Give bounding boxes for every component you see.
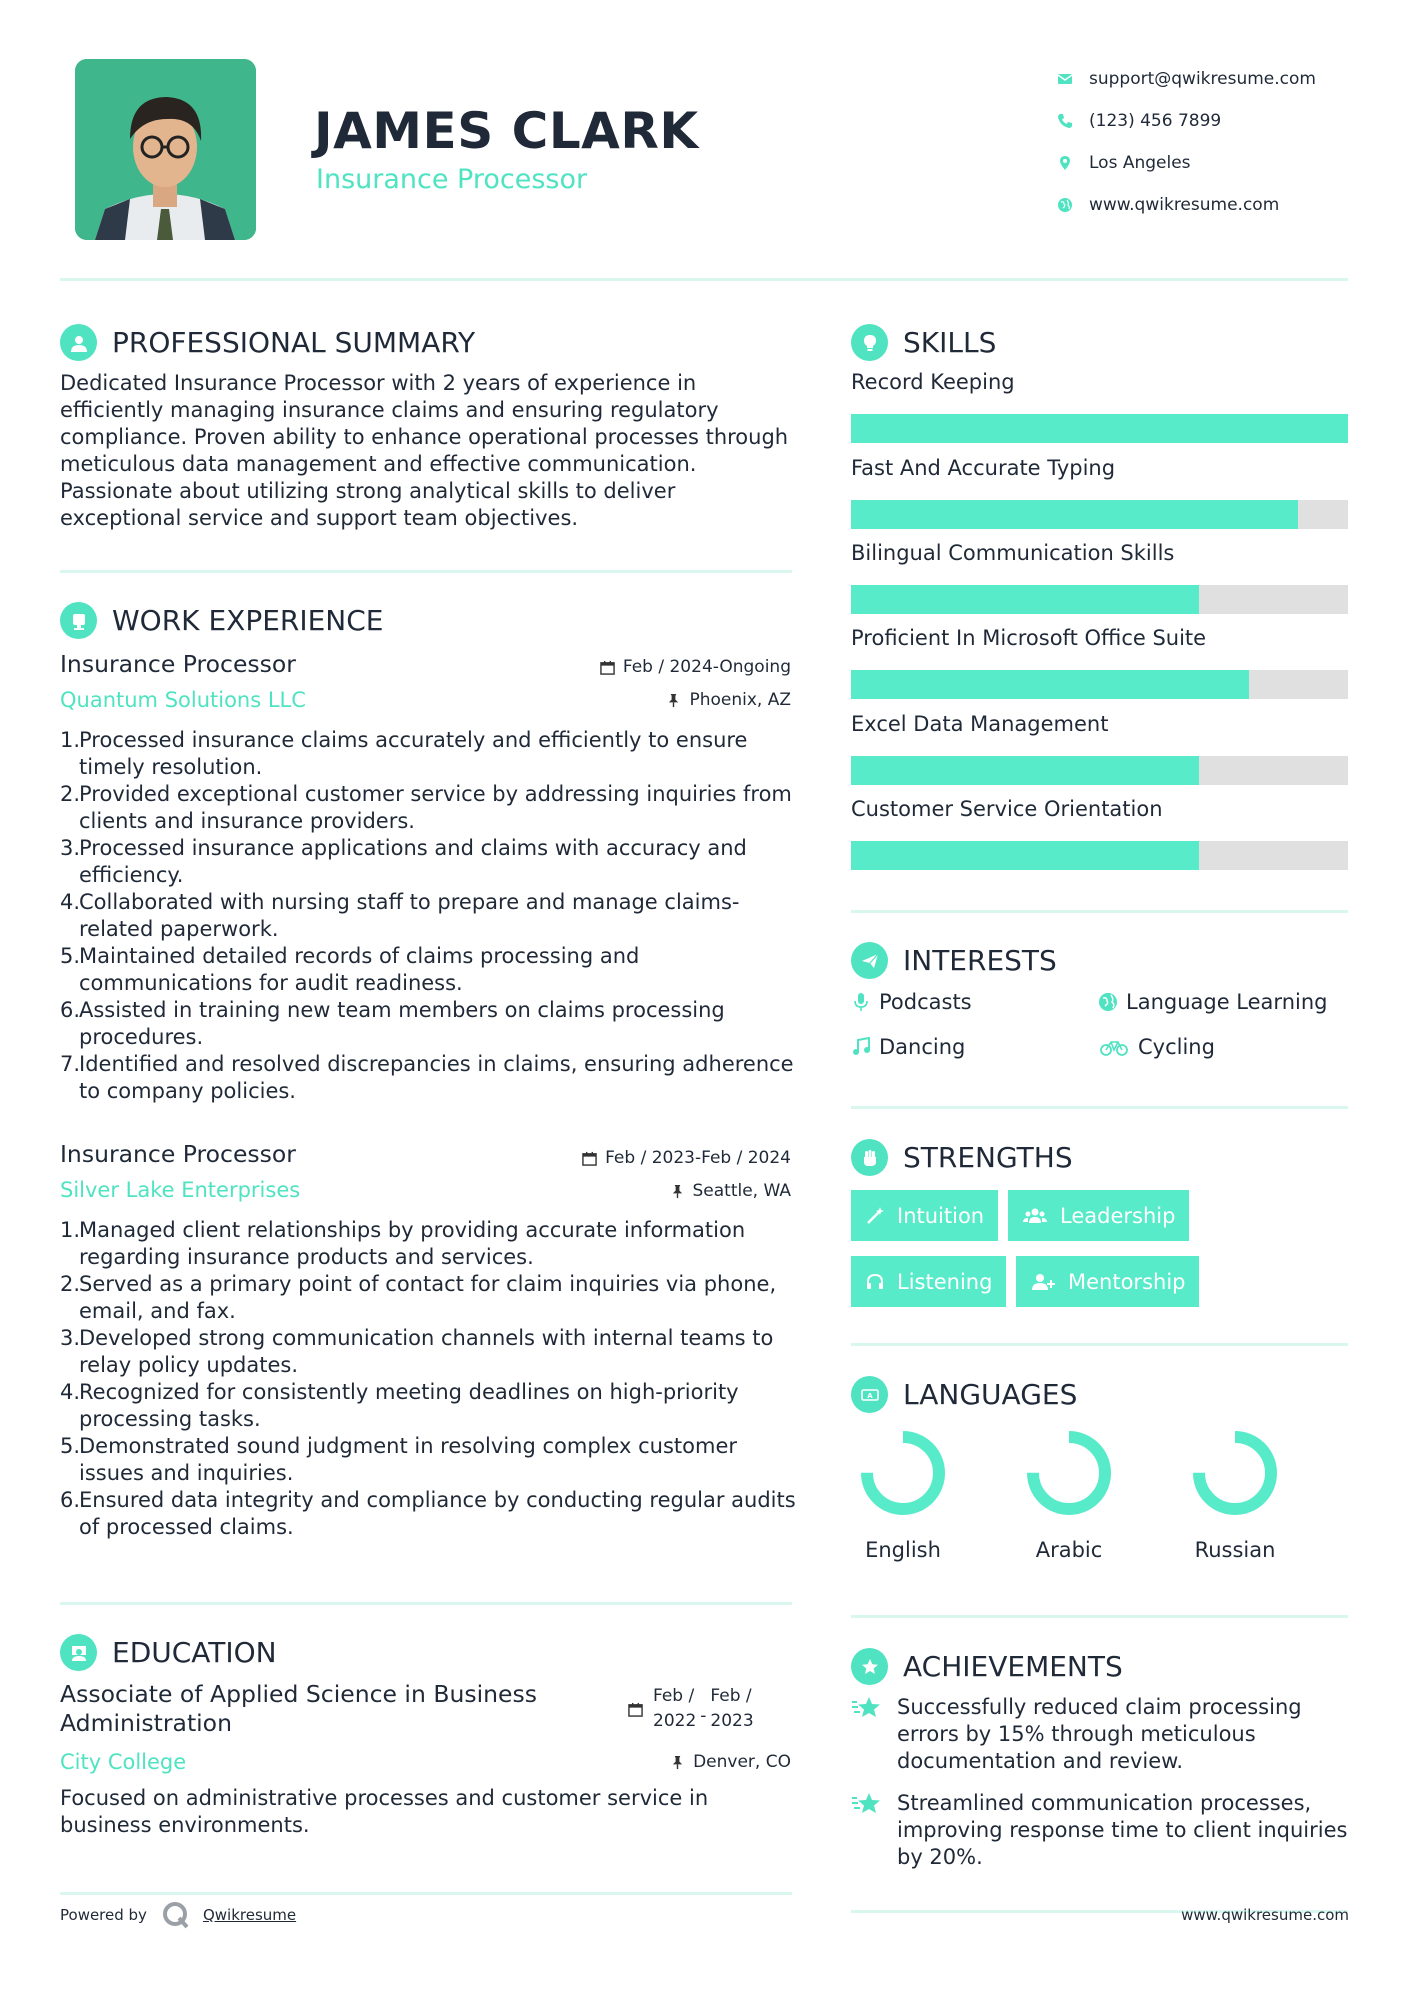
strength-chip (1008, 1190, 1189, 1241)
section-title-experience (60, 602, 383, 639)
contact-location (1057, 142, 1316, 184)
list-item: 6. Assisted in training new team members on claims processing procedures. (60, 998, 725, 1049)
skill-item (851, 626, 1348, 699)
list-item: 5. Maintained detailed records of claims processing and communications for audit readiness. (60, 944, 640, 995)
education-location (670, 1752, 791, 1772)
skill-label: Excel Data Management (851, 712, 1109, 736)
pushpin-icon (670, 1184, 685, 1199)
job-location (670, 1181, 792, 1201)
skill-bar (851, 841, 1348, 870)
paper-plane-icon (851, 942, 888, 979)
skill-bar (851, 585, 1348, 614)
education-start: Feb / 2022 (653, 1686, 697, 1731)
interests-divider (851, 1106, 1348, 1109)
skill-label: Record Keeping (851, 370, 1015, 394)
list-item: 7. Identified and resolved discrepancies in claims, ensuring adherence to company policies. (60, 1052, 794, 1103)
shooting-star-icon (851, 1695, 883, 1721)
contact-website[interactable] (1057, 184, 1316, 226)
achievement-item (851, 1694, 1351, 1775)
date-separator: - (700, 1706, 707, 1726)
powered-by-text: Powered by (60, 1906, 147, 1924)
envelope-icon (1057, 69, 1089, 89)
calendar-icon (582, 1151, 597, 1166)
degree-title: Associate of Applied Science in Business Administration (60, 1680, 537, 1737)
language-item (1009, 1428, 1129, 1562)
skill-bar-fill (851, 414, 1348, 443)
experience-heading: WORK EXPERIENCE (112, 604, 384, 637)
strength-label: Listening (897, 1269, 993, 1294)
pushpin-icon (670, 1755, 685, 1770)
language-item (843, 1428, 963, 1562)
svg-text:A: A (866, 1391, 873, 1400)
map-marker-icon (1057, 153, 1089, 173)
education-description: Focused on administrative processes and customer service in business environments. (60, 1786, 709, 1837)
section-title-education (60, 1634, 277, 1671)
education-dates (628, 1684, 754, 1734)
contact-list (1057, 58, 1316, 226)
interest-label: Dancing (879, 1035, 966, 1059)
brand-link[interactable]: Qwikresume (202, 1906, 297, 1924)
list-item: 4. Collaborated with nursing staff to prepare and manage claims-related paperwork. (60, 890, 740, 941)
user-plus-icon (1030, 1272, 1056, 1292)
skill-bar (851, 414, 1348, 443)
interests-heading: INTERESTS (903, 944, 1057, 977)
graduate-icon (60, 1634, 97, 1671)
star-badge-icon (851, 1648, 888, 1685)
phone-icon (1057, 111, 1089, 131)
strength-label: Intuition (897, 1203, 985, 1228)
user-icon (60, 324, 97, 361)
skill-item (851, 370, 1348, 443)
contact-email[interactable] (1057, 58, 1316, 100)
list-item: 3. Developed strong communication channels with internal teams to relay policy updates. (60, 1326, 774, 1377)
achievement-item (851, 1790, 1351, 1871)
list-item: 3. Processed insurance applications and claims with accuracy and efficiency. (60, 836, 747, 887)
achievement-text: Successfully reduced claim processing errors by 15% through meticulous documentation and review. (897, 1695, 1302, 1773)
interest-label: Podcasts (879, 990, 972, 1014)
email-text: support@qwikresume.com (1089, 69, 1316, 89)
skill-item (851, 797, 1348, 870)
headphones-icon (865, 1272, 885, 1292)
company-name: Quantum Solutions LLC (60, 688, 306, 712)
skill-item (851, 541, 1348, 614)
language-gauge (1190, 1428, 1280, 1518)
achievements-heading: ACHIEVEMENTS (903, 1650, 1123, 1683)
list-item: 4. Recognized for consistently meeting deadlines on high-priority processing tasks. (60, 1380, 739, 1431)
languages-divider (851, 1615, 1348, 1618)
section-title-interests (851, 942, 1057, 979)
job-title: Insurance Processor (60, 650, 296, 678)
job-location-text: Seattle, WA (692, 1181, 791, 1201)
strength-label: Mentorship (1068, 1269, 1186, 1294)
list-item: 2. Served as a primary point of contact for claim inquiries via phone, email, and fax. (60, 1272, 777, 1323)
job-dates-text: Feb / 2024-Ongoing (622, 657, 791, 677)
candidate-role: Insurance Processor (316, 164, 588, 195)
list-item: 6. Ensured data integrity and compliance by conducting regular audits of processed claims. (60, 1488, 796, 1539)
summary-heading: PROFESSIONAL SUMMARY (112, 326, 476, 359)
lightbulb-icon (851, 324, 888, 361)
interest-label: Language Learning (1126, 990, 1328, 1014)
skills-heading: SKILLS (903, 326, 997, 359)
job-bullets (60, 727, 805, 1105)
skill-bar-fill (851, 756, 1199, 785)
contact-phone[interactable] (1057, 100, 1316, 142)
language-label: English (865, 1538, 941, 1562)
education-location-text: Denver, CO (693, 1752, 791, 1772)
fist-icon (851, 1139, 888, 1176)
section-title-languages (851, 1376, 1077, 1413)
skill-item (851, 712, 1348, 785)
skill-label: Proficient In Microsoft Office Suite (851, 626, 1207, 650)
job-dates (600, 657, 791, 677)
calendar-icon (628, 1702, 643, 1717)
language-label: Arabic (1035, 1538, 1103, 1562)
profile-photo (75, 59, 256, 240)
achievement-text: Streamlined communication processes, improving response time to client inquiries by 20%. (897, 1791, 1348, 1869)
footer-website[interactable]: www.qwikresume.com (1181, 1906, 1349, 1924)
school-name: City College (60, 1750, 187, 1774)
strengths-divider (851, 1343, 1348, 1346)
skill-label: Fast And Accurate Typing (851, 456, 1116, 480)
strength-chip (851, 1256, 1006, 1307)
education-divider (60, 1892, 792, 1895)
strength-chip (851, 1190, 998, 1241)
section-title-summary (60, 324, 475, 361)
skill-bar-fill (851, 585, 1199, 614)
interest-item (1098, 1035, 1215, 1059)
language-gauge (858, 1428, 948, 1518)
skill-item (851, 456, 1348, 529)
list-item: 1. Managed client relationships by providing accurate information regarding insurance products and services. (60, 1218, 746, 1269)
microphone-icon (851, 992, 871, 1012)
location-text: Los Angeles (1089, 153, 1191, 173)
interest-item (1098, 990, 1327, 1014)
website-text: www.qwikresume.com (1089, 195, 1280, 215)
skill-bar (851, 756, 1348, 785)
globe-icon (1057, 195, 1089, 215)
interest-label: Cycling (1138, 1035, 1215, 1059)
language-gauge (1024, 1428, 1114, 1518)
footer-powered-by (60, 1900, 296, 1930)
language-item (1175, 1428, 1295, 1562)
skill-bar-fill (851, 500, 1298, 529)
header-divider (60, 278, 1348, 281)
summary-text: Dedicated Insurance Processor with 2 years of experience in efficiently managing insurance claims and ensuring regulatory compliance. Proven ability to enhance operational processes through meticulous data management and effective communication. Passionate about utilizing strong analytical skills to deliver exceptional service and support team objectives. (60, 371, 789, 530)
bicycle-icon (1098, 1037, 1130, 1057)
strengths-heading: STRENGTHS (903, 1141, 1073, 1174)
section-title-achievements (851, 1648, 1123, 1685)
experience-divider (60, 1602, 792, 1605)
avatar (75, 59, 256, 240)
skill-bar (851, 500, 1348, 529)
strength-chip (1016, 1256, 1199, 1307)
list-item: 5. Demonstrated sound judgment in resolving complex customer issues and inquiries. (60, 1434, 738, 1485)
section-title-skills (851, 324, 996, 361)
list-item: 2. Provided exceptional customer service by addressing inquiries from clients and insurance providers. (60, 782, 792, 833)
skills-divider (851, 910, 1348, 913)
pushpin-icon (666, 693, 681, 708)
language-label: Russian (1194, 1538, 1276, 1562)
skill-label: Customer Service Orientation (851, 797, 1163, 821)
skill-label: Bilingual Communication Skills (851, 541, 1175, 565)
qwikresume-logo-icon (161, 1900, 191, 1930)
job-dates-text: Feb / 2023-Feb / 2024 (605, 1148, 791, 1168)
calendar-icon (600, 660, 615, 675)
list-item: 1. Processed insurance claims accurately and efficiently to ensure timely resolution. (60, 728, 748, 779)
briefcase-icon (60, 602, 97, 639)
interest-item (851, 1035, 965, 1059)
job-location-text: Phoenix, AZ (689, 690, 791, 710)
candidate-name: JAMES CLARK (314, 102, 699, 160)
language-icon (851, 1376, 888, 1413)
job-location (666, 690, 791, 710)
company-name: Silver Lake Enterprises (60, 1178, 301, 1202)
magic-wand-icon (865, 1206, 885, 1226)
strength-label: Leadership (1060, 1203, 1176, 1228)
skill-bar (851, 670, 1348, 699)
music-icon (851, 1037, 871, 1057)
phone-text: (123) 456 7899 (1089, 111, 1222, 131)
shooting-star-icon (851, 1791, 883, 1817)
interest-item (851, 990, 972, 1014)
job-dates (582, 1148, 791, 1168)
education-end: Feb / 2023 (710, 1686, 754, 1731)
languages-heading: LANGUAGES (903, 1378, 1078, 1411)
globe-icon (1098, 992, 1118, 1012)
summary-divider (60, 570, 792, 573)
education-heading: EDUCATION (112, 1636, 277, 1669)
skill-bar-fill (851, 841, 1199, 870)
skill-bar-fill (851, 670, 1249, 699)
users-icon (1022, 1206, 1048, 1226)
section-title-strengths (851, 1139, 1073, 1176)
job-title: Insurance Processor (60, 1140, 296, 1168)
job-bullets (60, 1217, 805, 1541)
